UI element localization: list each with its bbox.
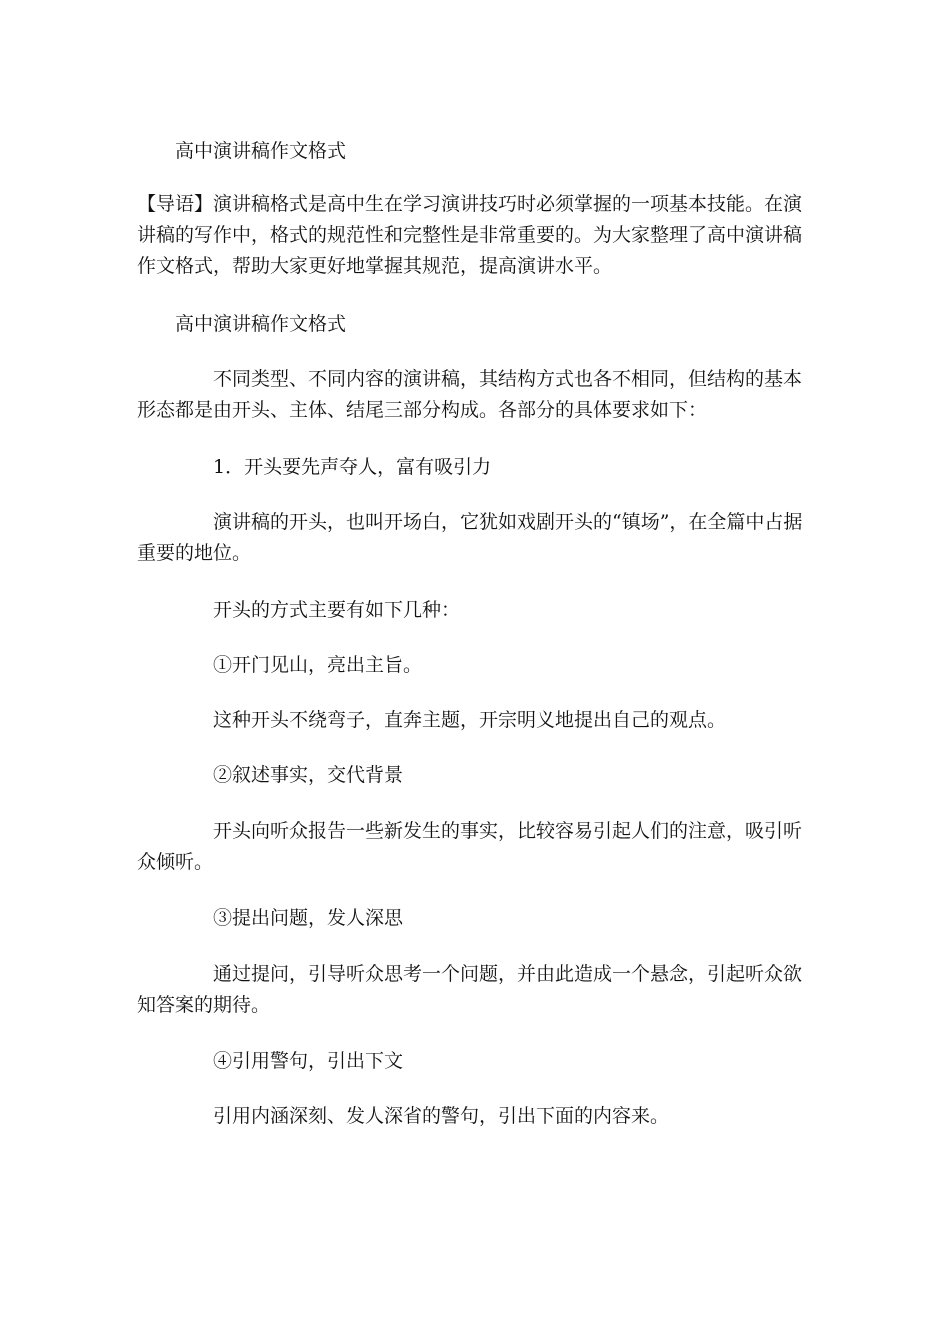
method4-body: 引用内涵深刻、发人深省的警句，引出下面的内容来。 xyxy=(213,1105,670,1127)
method1-body: 这种开头不绕弯子，直奔主题，开宗明义地提出自己的观点。 xyxy=(213,709,727,731)
methods-intro: 开头的方式主要有如下几种： xyxy=(213,599,461,621)
section1-body: 演讲稿的开头，也叫开场白，它犹如戏剧开头的“镇场”，在全篇中占据重要的地位。 xyxy=(137,511,803,564)
section1-heading: 1．开头要先声夺人，富有吸引力 xyxy=(213,456,492,478)
method4-title: ④引用警句，引出下文 xyxy=(213,1050,404,1072)
method2-title: ②叙述事实，交代背景 xyxy=(213,764,404,786)
document-title: 高中演讲稿作文格式 xyxy=(175,140,347,162)
intro-paragraph: 【导语】演讲稿格式是高中生在学习演讲技巧时必须掌握的一项基本技能。在演讲稿的写作中，格式的规范性和完整性是非常重要的。为大家整理了高中演讲稿作文格式，帮助大家更好地掌握其规范，提高演讲水平。 xyxy=(137,193,803,277)
method3-body: 通过提问，引导听众思考一个问题，并由此造成一个悬念，引起听众欲知答案的期待。 xyxy=(137,963,803,1016)
structure-intro-paragraph: 不同类型、不同内容的演讲稿，其结构方式也各不相同，但结构的基本形态都是由开头、主体、结尾三部分构成。各部分的具体要求如下： xyxy=(137,368,803,421)
method2-body: 开头向听众报告一些新发生的事实，比较容易引起人们的注意，吸引听众倾听。 xyxy=(137,820,803,873)
subtitle: 高中演讲稿作文格式 xyxy=(175,313,347,335)
method1-title: ①开门见山，亮出主旨。 xyxy=(213,654,423,676)
method3-title: ③提出问题，发人深思 xyxy=(213,907,404,929)
